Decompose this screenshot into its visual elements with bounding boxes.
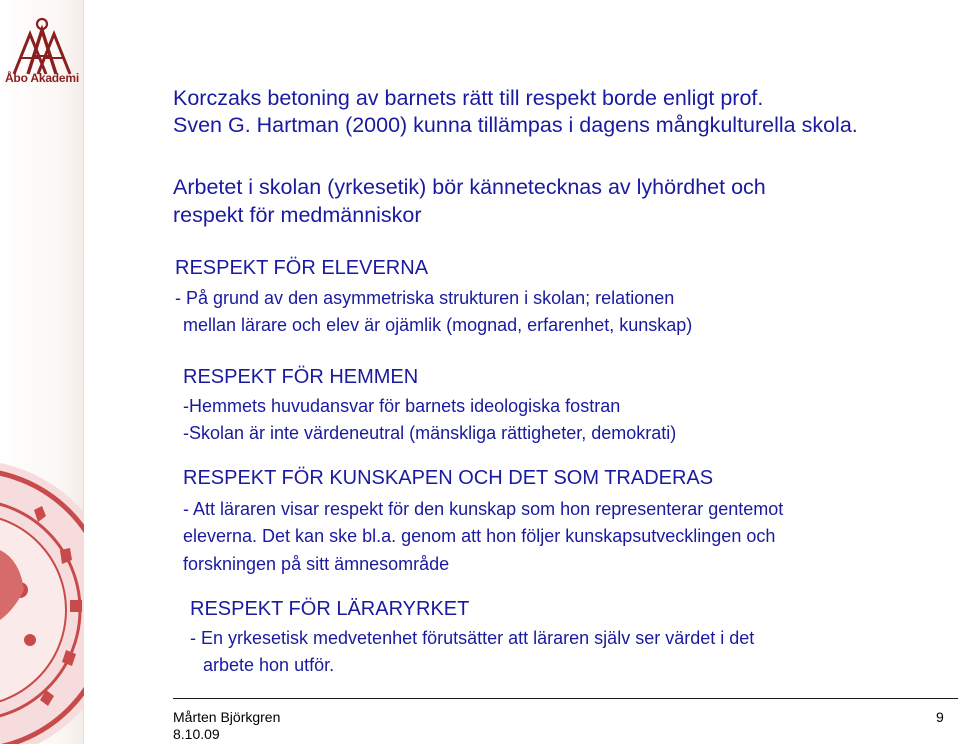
logo-text: Åbo Akademi bbox=[4, 71, 80, 85]
intro-line-2: Sven G. Hartman (2000) kunna tillämpas i dagens mångkulturella skola. bbox=[173, 113, 858, 137]
section-line: forskningen på sitt ämnesområde bbox=[183, 554, 450, 574]
intro-line-3: Arbetet i skolan (yrkesetik) bör kännetecknas av lyhördhet och bbox=[173, 175, 766, 199]
footer-divider bbox=[173, 698, 958, 699]
section-line: - Att läraren visar respekt för den kunskap som hon representerar gentemot bbox=[183, 499, 784, 519]
section-line: - På grund av den asymmetriska strukturen i skolan; relationen bbox=[175, 288, 675, 308]
section-line: - En yrkesetisk medvetenhet förutsätter att läraren själv ser värdet i det bbox=[190, 628, 755, 648]
section-heading-lararyrket: RESPEKT FÖR LÄRARYRKET bbox=[190, 598, 470, 620]
section-line: -Skolan är inte värdeneutral (mänskliga rättigheter, demokrati) bbox=[183, 423, 677, 443]
section-heading-kunskapen: RESPEKT FÖR KUNSKAPEN OCH DET SOM TRADERAS bbox=[183, 467, 714, 489]
page-number: 9 bbox=[936, 709, 944, 725]
footer-author: Mårten Björkgren bbox=[173, 709, 281, 725]
footer-date: 8.10.09 bbox=[173, 726, 220, 742]
seal-watermark-icon bbox=[0, 440, 84, 744]
intro-line-1: Korczaks betoning av barnets rätt till respekt borde enligt prof. bbox=[173, 86, 764, 110]
section-line: eleverna. Det kan ske bl.a. genom att hon följer kunskapsutvecklingen och bbox=[183, 526, 776, 546]
section-line: mellan lärare och elev är ojämlik (mognad, erfarenhet, kunskap) bbox=[183, 315, 693, 335]
section-line: arbete hon utför. bbox=[203, 655, 335, 675]
section-heading-hemmen: RESPEKT FÖR HEMMEN bbox=[183, 366, 419, 388]
section-line: -Hemmets huvudansvar för barnets ideologiska fostran bbox=[183, 396, 621, 416]
section-heading-eleverna: RESPEKT FÖR ELEVERNA bbox=[175, 257, 429, 279]
intro-line-4: respekt för medmänniskor bbox=[173, 203, 422, 227]
